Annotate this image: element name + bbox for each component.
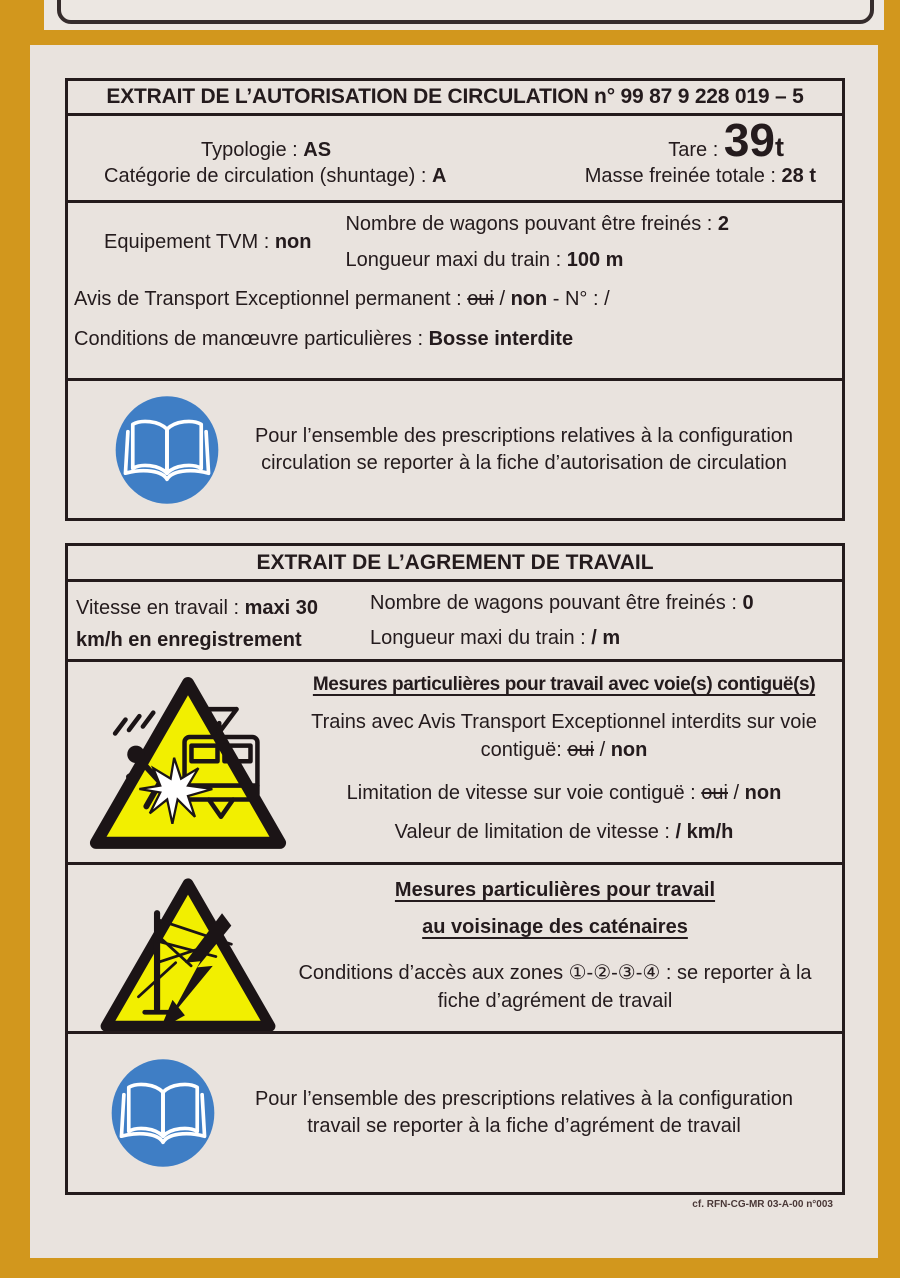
catenary-measures-title-line2: au voisinage des caténaires	[422, 916, 688, 938]
travail-extract-panel	[65, 543, 845, 1195]
tare-field: Tare : 39t	[668, 116, 784, 166]
reference-number: cf. RFN-CG-MR 03-A-00 n°003	[692, 1199, 833, 1210]
upper-placard-border	[57, 0, 874, 24]
circulation-extract-panel	[65, 78, 845, 521]
categorie-circulation-field: Catégorie de circulation (shuntage) : A	[104, 165, 447, 187]
vitesse-travail-field: Vitesse en travail : maxi 30 km/h en enregistrement	[76, 597, 318, 651]
circulation-technical-row	[68, 203, 842, 381]
adjacent-track-measures-row	[68, 662, 842, 865]
mandatory-read-book-icon	[112, 395, 222, 505]
conditions-manoeuvre-field: Conditions de manœuvre particulières : Bosse interdite	[74, 328, 574, 350]
wagons-freines-field: Nombre de wagons pouvant être freinés : 2	[345, 213, 730, 235]
travail-speed-row	[68, 582, 842, 662]
travail-title: EXTRAIT DE L’AGREMENT DE TRAVAIL	[68, 546, 842, 582]
circulation-title: EXTRAIT DE L’AUTORISATION DE CIRCULATION n° 99 87 9 228 019 – 5	[68, 81, 842, 116]
adjacent-track-measures-title: Mesures particulières pour travail avec voie(s) contiguë(s)	[312, 674, 816, 695]
zones-access-field: Conditions d’accès aux zones ①-②-③-④ : se reporter à la fiche d’agrément de travail	[298, 962, 812, 1012]
limitation-vitesse-field: Limitation de vitesse sur voie contiguë : oui / non	[346, 782, 782, 804]
travail-wagons-field: Nombre de wagons pouvant être freinés : 0	[370, 592, 754, 614]
catenary-electrical-hazard-warning-icon	[88, 873, 288, 1034]
upper-placard-fragment	[44, 0, 884, 30]
travail-note-text: Pour l’ensemble des prescriptions relatives à la configuration travail se reporter à la fiche d’agrément de travail	[254, 1088, 794, 1137]
wagon-authorisation-placard	[30, 45, 878, 1258]
circulation-note-row	[68, 381, 842, 518]
ate-interdits-field: Trains avec Avis Transport Exceptionnel interdits sur voie contiguë: oui / non	[311, 711, 817, 761]
equipement-tvm-field: Equipement TVM : non	[104, 231, 312, 253]
circulation-note-text: Pour l’ensemble des prescriptions relatives à la configuration circulation se reporter à la fiche d’autorisation de circulation	[254, 424, 794, 474]
catenary-measures-row	[68, 865, 842, 1034]
travail-note-row	[68, 1034, 842, 1192]
catenary-measures-title-line1: Mesures particulières pour travail	[394, 879, 716, 901]
circulation-identity-row	[68, 116, 842, 203]
masse-freinee-field: Masse freinée totale : 28 t	[584, 165, 816, 187]
train-adjacent-track-warning-icon	[82, 671, 294, 855]
valeur-limitation-field: Valeur de limitation de vitesse : / km/h	[394, 821, 734, 843]
mandatory-read-book-icon	[108, 1058, 218, 1168]
avis-transport-field: Avis de Transport Exceptionnel permanent : oui / non - N° : /	[74, 288, 610, 310]
travail-longueur-field: Longueur maxi du train : / m	[370, 627, 621, 649]
typologie-field: Typologie : AS	[201, 139, 332, 161]
longueur-maxi-field: Longueur maxi du train : 100 m	[345, 249, 624, 271]
